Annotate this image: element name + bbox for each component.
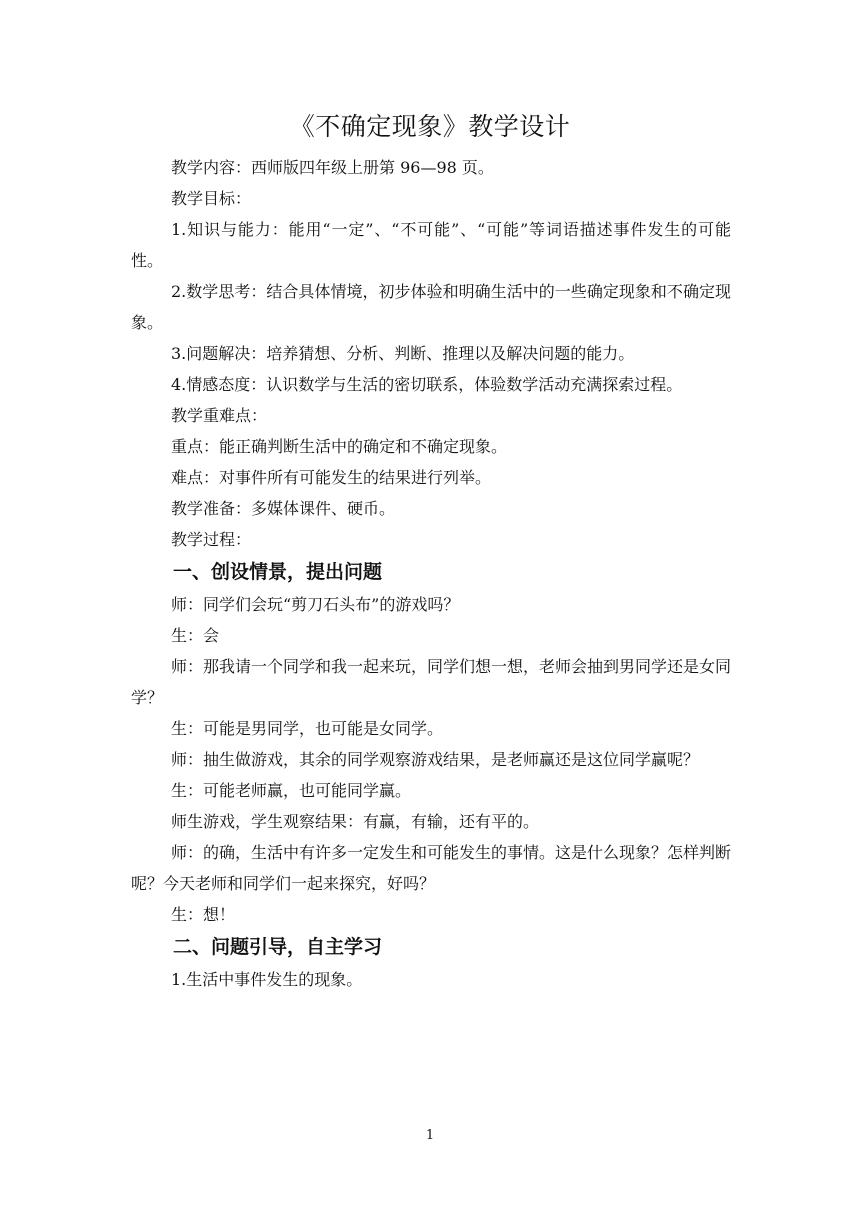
paragraph: 难点：对事件所有可能发生的结果进行列举。 (171, 468, 492, 487)
paragraph: 生：可能老师赢，也可能同学赢。 (171, 781, 412, 800)
paragraph: 4.情感态度：认识数学与生活的密切联系，体验数学活动充满探索过程。 (171, 375, 683, 394)
paragraph: 重点：能正确判断生活中的确定和不确定现象。 (171, 437, 508, 456)
paragraph: 师生游戏，学生观察结果：有赢，有输，还有平的。 (171, 812, 540, 831)
paragraph: 教学准备：多媒体课件、硬币。 (171, 499, 396, 518)
paragraph: 1.知识与能力：能用“一定”、“不可能”、“可能”等词语描述事件发生的可能性。 (131, 220, 731, 270)
paragraph: 教学重难点： (171, 406, 268, 425)
paragraph: 3.问题解决：培养猜想、分析、判断、推理以及解决问题的能力。 (171, 344, 635, 363)
section-heading: 二、问题引导，自主学习 (173, 936, 383, 958)
paragraph: 教学内容：西师版四年级上册第 96—98 页。 (171, 158, 494, 177)
paragraph: 师：的确，生活中有许多一定发生和可能发生的事情。这是什么现象？怎样判断呢？今天老师和同学们一起来探究，好吗？ (131, 843, 732, 893)
paragraph: 2.数学思考：结合具体情境，初步体验和明确生活中的一些确定现象和不确定现象。 (131, 282, 731, 332)
paragraph: 师：那我请一个同学和我一起来玩，同学们想一想，老师会抽到男同学还是女同学？ (131, 657, 732, 707)
page-number: 1 (425, 1128, 435, 1143)
document-title: 《不确定现象》教学设计 (289, 112, 571, 141)
paragraph: 生：可能是男同学，也可能是女同学。 (171, 719, 444, 738)
section-heading: 一、创设情景，提出问题 (173, 561, 383, 583)
paragraph: 1.生活中事件发生的现象。 (171, 970, 363, 989)
paragraph: 师：同学们会玩“剪刀石头布”的游戏吗？ (171, 595, 460, 614)
paragraph: 师：抽生做游戏，其余的同学观察游戏结果，是老师赢还是这位同学赢呢？ (171, 750, 700, 769)
paragraph: 生：想！ (171, 905, 236, 924)
paragraph: 教学目标： (171, 189, 252, 208)
paragraph: 生：会 (171, 626, 220, 645)
document-body (131, 152, 731, 995)
paragraph: 教学过程： (171, 530, 252, 549)
